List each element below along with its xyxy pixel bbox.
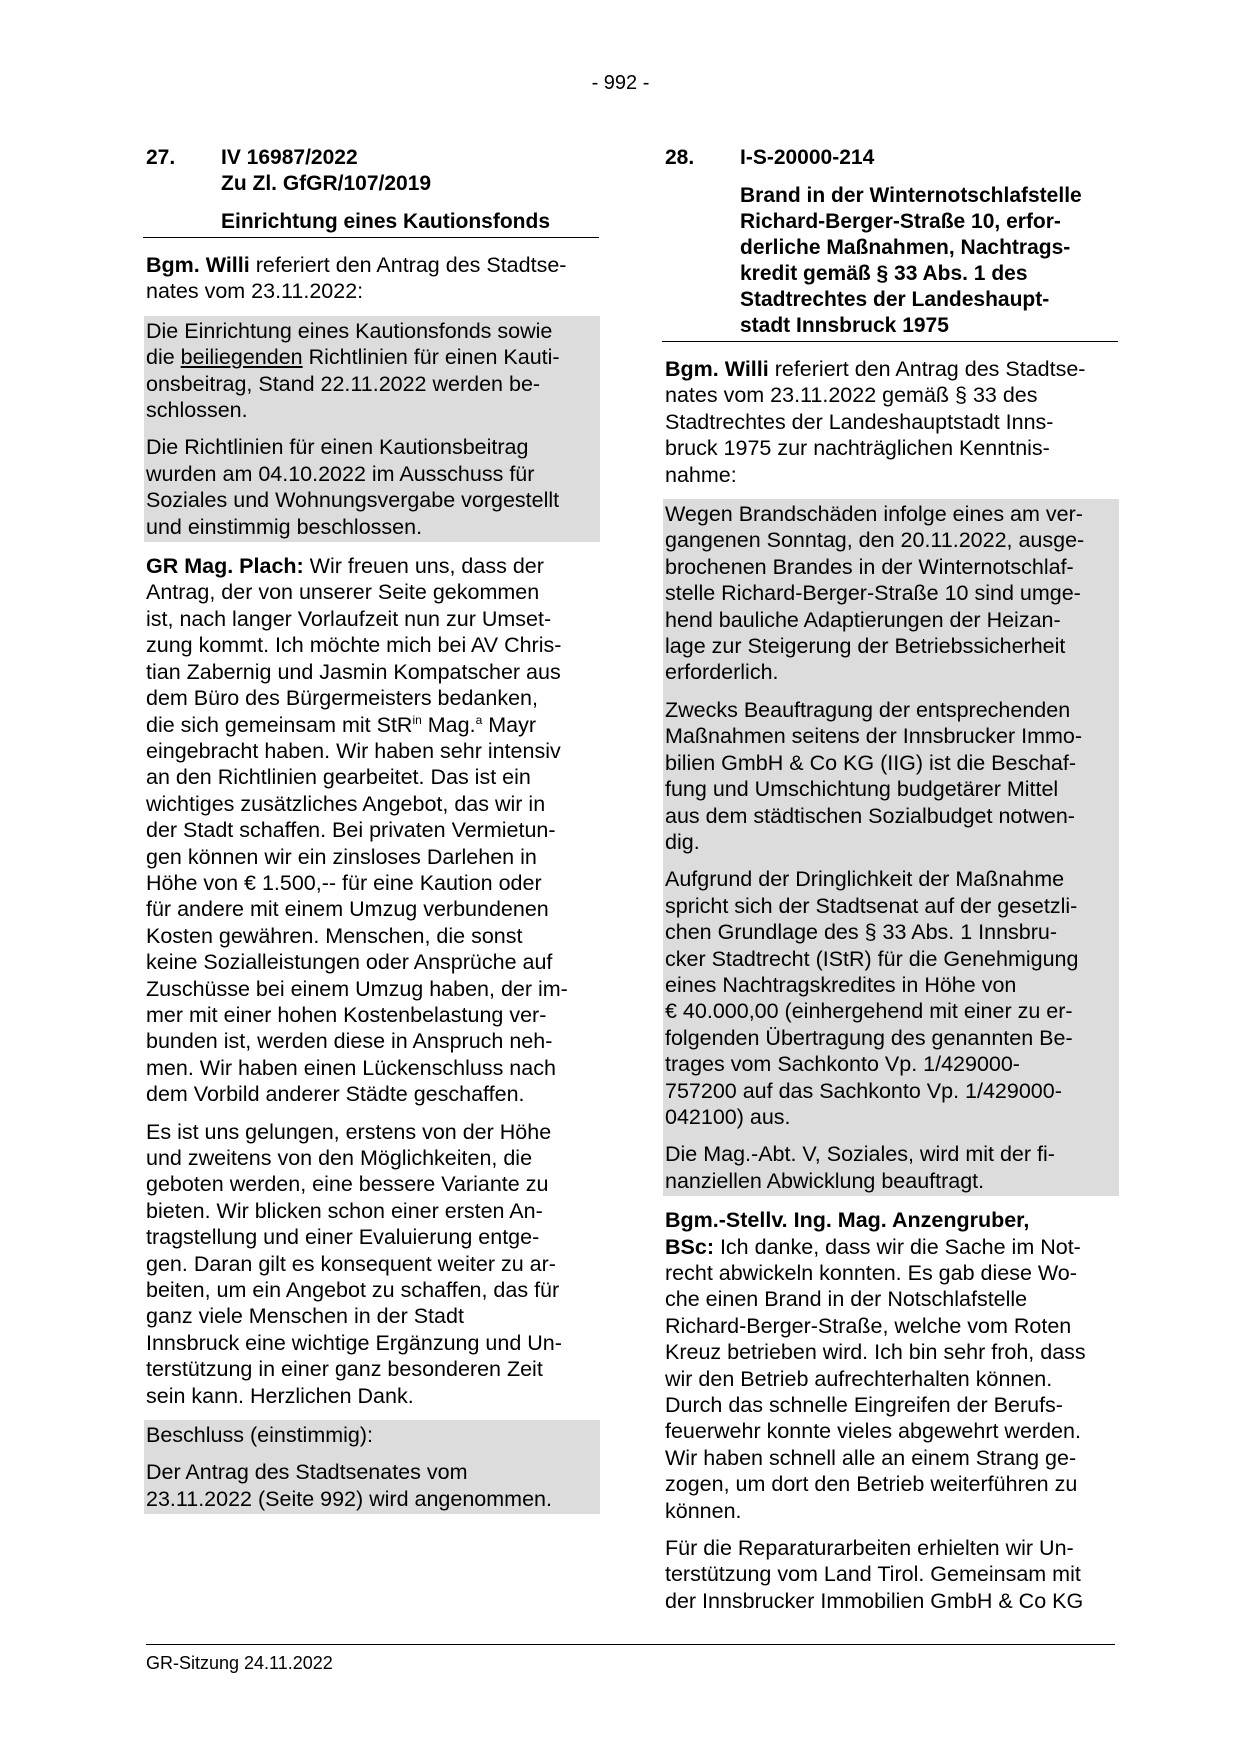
- motion-text: [663, 499, 1119, 1196]
- motion-paragraph-1: Die Einrichtung eines Kautionsfonds sowie die beiliegenden Richtlinien für einen Kauti- onsbeitrag, Stand 22.11.2022 werden be- schlossen.: [146, 318, 560, 423]
- item-28-header: [665, 145, 1115, 171]
- speaker-name: Bgm.-Stellv. Ing. Mag. Anzengruber,: [665, 1208, 1030, 1233]
- speaker-name-cont: BSc:: [665, 1234, 714, 1259]
- item-subject: Einrichtung eines Kautionsfonds: [221, 210, 551, 233]
- page-number: - 992 -: [591, 72, 650, 94]
- section-rule: [662, 341, 1118, 342]
- section-rule: [143, 237, 599, 238]
- speaker-name: Bgm. Willi: [146, 253, 250, 277]
- motion-text: [144, 316, 600, 542]
- speaker-name: GR Mag. Plach:: [146, 554, 304, 579]
- item-27-header: [146, 145, 596, 197]
- motion-paragraph-4: Die Mag.-Abt. V, Soziales, wird mit der fi- nanziellen Abwicklung beauftragt.: [665, 1142, 1055, 1193]
- item-reference: IV 16987/2022: [221, 146, 358, 169]
- resolution-text: Der Antrag des Stadtsenates vom 23.11.2022 (Seite 992) wird angenommen.: [146, 1460, 552, 1511]
- speech-anzengruber: Bgm.-Stellv. Ing. Mag. Anzengruber, BSc: Ich danke, dass wir die Sache im Not- recht abwickeln konnten. Es gab diese Wo- che einen Brand in der Notschlafstelle Richard-Berger-Straße, welche vom Roten Kreuz betrieben wird. Ich bin sehr froh, dass wir den Betrieb aufrechterhalten können. Durch das schnelle Eingreifen der Berufs- feuerwehr konnte vieles abgewehrt werden. Wir haben schnell alle an einem Strang ge- zogen, um dort den Betrieb weiterführen zu können.: [665, 1208, 1086, 1523]
- motion-paragraph-2: Die Richtlinien für einen Kautionsbeitrag wurden am 04.10.2022 im Ausschuss für Soziales und Wohnungsvergabe vorgestellt und einstimmig beschlossen.: [146, 435, 560, 539]
- left-column: [146, 145, 596, 1514]
- intro-paragraph: Bgm. Willi referiert den Antrag des Stadtse- nates vom 23.11.2022 gemäß § 33 des Stadtrechtes der Landeshauptstadt Inns- bruck 1975 zur nachträglichen Kenntnis- nahme:: [665, 357, 1086, 487]
- item-subject: Brand in der Winternotschlafstelle Richard-Berger-Straße 10, erfor- derliche Maßnahmen, Nachtrags- kredit gemäß § 33 Abs. 1 des Stadtrechtes der Landeshaupt- stadt Innsbruck 1975: [740, 184, 1082, 337]
- speaker-name: Bgm. Willi: [665, 357, 769, 381]
- motion-paragraph-2: Zwecks Beauftragung der entsprechenden Maßnahmen seitens der Innsbrucker Immo- bilien GmbH & Co KG (IIG) ist die Beschaf- fung und Umschichtung budgetärer Mittel aus dem städtischen Sozialbudget notwen- dig.: [665, 697, 1083, 854]
- item-number: 27.: [146, 146, 176, 169]
- item-number: 28.: [665, 146, 695, 169]
- item-reference-2: Zu Zl. GfGR/107/2019: [221, 172, 432, 195]
- speech-plach: GR Mag. Plach: Wir freuen uns, dass der Antrag, der von unserer Seite gekommen ist, nach langer Vorlaufzeit nun zur Umset- zung kommt. Ich möchte mich bei AV Chris- tian Zabernig und Jasmin Kompatscher aus dem Büro des Bürgermeisters bedanken, die sich gemeinsam mit StR$^{in}$ Mag.$^a$ Mayr eingebracht haben. Wir haben sehr intensiv an den Richtlinien gearbeitet. Das ist ein wichtiges zusätzliches Angebot, das wir in der Stadt schaffen. Bei privaten Vermietun- gen können wir ein zinsloses Darlehen in Höhe von € 1.500,-- für eine Kaution oder für andere mit einem Umzug verbundenen Kosten gewähren. Menschen, die sonst keine Sozialleistungen oder Ansprüche auf Zuschüsse bei einem Umzug haben, der im- mer mit einer hohen Kostenbelastung ver- bunden ist, werden diese in Anspruch neh- men. Wir haben einen Lückenschluss nach dem Vorbild anderer Städte geschaffen.: [146, 554, 568, 1107]
- footer-rule: [146, 1644, 1115, 1645]
- intro-paragraph: Bgm. Willi referiert den Antrag des Stadtse- nates vom 23.11.2022:: [146, 253, 567, 304]
- speech-anzengruber-continued: Für die Reparaturarbeiten erhielten wir Un- terstützung vom Land Tirol. Gemeinsam mit der Innsbrucker Immobilien GmbH & Co KG: [665, 1536, 1084, 1613]
- speech-plach-continued: Es ist uns gelungen, erstens von der Höhe und zweitens von den Möglichkeiten, die geboten werden, eine bessere Variante zu bieten. Wir blicken schon einer ersten An- tragstellung und einer Evaluierung entge- gen. Daran gilt es konsequent weiter zu ar- beiten, um ein Angebot zu schaffen, das für ganz viele Menschen in der Stadt Innsbruck eine wichtige Ergänzung und Un- terstützung in einer ganz besonderen Zeit sein kann. Herzlichen Dank.: [146, 1119, 562, 1408]
- motion-paragraph-1: Wegen Brandschäden infolge eines am ver- gangenen Sonntag, den 20.11.2022, ausge- brochenen Brandes in der Winternotschlaf- stelle Richard-Berger-Straße 10 sind umge- hend bauliche Adaptierungen der Heizan- lage zur Steigerung der Betriebssicherheit erforderlich.: [665, 502, 1085, 685]
- right-column: [665, 145, 1115, 1614]
- resolution-label: Beschluss (einstimmig):: [146, 1423, 373, 1448]
- item-reference: I-S-20000-214: [740, 146, 875, 169]
- motion-paragraph-3: Aufgrund der Dringlichkeit der Maßnahme spricht sich der Stadtsenat auf der gesetzli- chen Grundlage des § 33 Abs. 1 Innsbru- cker Stadtrecht (IStR) für die Genehmigung eines Nachtragskredites in Höhe von € 40.000,00 (einhergehend mit einer zu er- folgenden Übertragung des genannten Be- trages vom Sachkonto Vp. 1/429000- 757200 auf das Sachkonto Vp. 1/429000- 042100) aus.: [665, 867, 1079, 1129]
- resolution: [144, 1420, 600, 1514]
- underlined-word: beiliegenden: [180, 345, 303, 370]
- page-footer: GR-Sitzung 24.11.2022: [146, 1653, 333, 1673]
